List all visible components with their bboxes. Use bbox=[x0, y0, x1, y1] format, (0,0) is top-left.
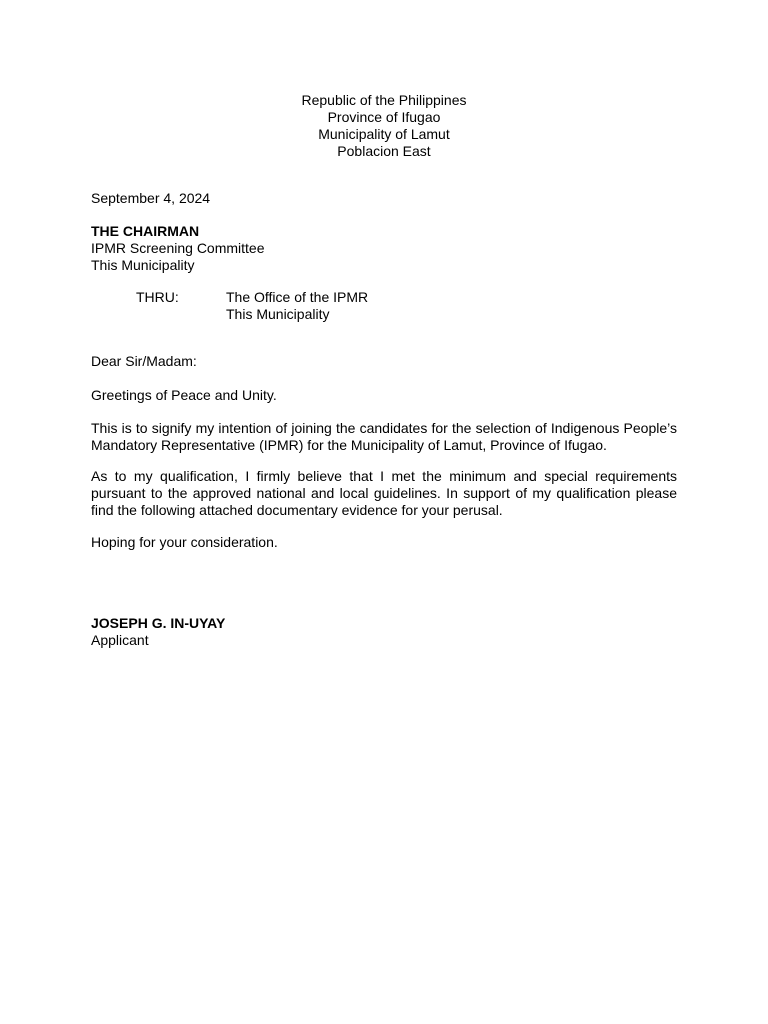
letterhead-line-province: Province of Ifugao bbox=[327, 109, 441, 125]
addressee-location: This Municipality bbox=[91, 257, 195, 273]
addressee-block bbox=[91, 223, 677, 274]
thru-location: This Municipality bbox=[226, 306, 330, 322]
addressee-committee: IPMR Screening Committee bbox=[91, 240, 265, 256]
addressee-title: THE CHAIRMAN bbox=[91, 223, 200, 239]
letterhead-line-municipality: Municipality of Lamut bbox=[318, 126, 450, 142]
body-paragraph-qualification: As to my qualification, I firmly believe that I met the minimum and special requirements pursuant to the approved national and local guidelines. In support of my qualification please find the following attached documentary evidence for your perusal. bbox=[91, 468, 677, 518]
closing-line: Hoping for your consideration. bbox=[91, 534, 278, 550]
thru-block bbox=[226, 289, 368, 323]
signatory-role: Applicant bbox=[91, 632, 149, 648]
greeting: Greetings of Peace and Unity. bbox=[91, 387, 277, 403]
letterhead-line-country: Republic of the Philippines bbox=[301, 92, 467, 108]
signature-block bbox=[91, 615, 677, 649]
letterhead-line-barangay: Poblacion East bbox=[337, 143, 431, 159]
thru-office: The Office of the IPMR bbox=[226, 289, 369, 305]
thru-label: THRU: bbox=[136, 289, 179, 305]
salutation: Dear Sir/Madam: bbox=[91, 353, 197, 369]
body-paragraph-intent: This is to signify my intention of joining the candidates for the selection of Indigenous People’s Mandatory Representative (IPMR) for the Municipality of Lamut, Province of Ifugao. bbox=[91, 420, 677, 453]
letter-date: September 4, 2024 bbox=[91, 190, 211, 206]
letterhead bbox=[0, 92, 768, 160]
signatory-name: JOSEPH G. IN-UYAY bbox=[91, 615, 226, 631]
